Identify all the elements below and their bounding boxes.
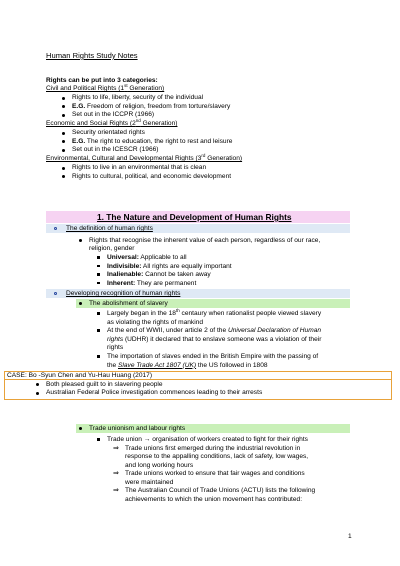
case-item: Both pleased guilt to in slavering people bbox=[46, 380, 163, 388]
circle-bullet bbox=[54, 292, 57, 295]
trade-text-line: Trade union → organisation of workers created to fight for their rights bbox=[107, 436, 308, 443]
document-title: Human Rights Study Notes bbox=[46, 51, 138, 60]
trade-text-line: and long working hours bbox=[125, 461, 194, 469]
property-item: Inalienable: Cannot be taken away bbox=[107, 271, 211, 278]
case-title: CASE: Bo -Syun Chen and Yu-Hau Huang (2017) bbox=[7, 371, 153, 379]
trade-title: Trade unionism and labour rights bbox=[89, 425, 186, 432]
section-heading: 1. The Nature and Development of Human Rights bbox=[97, 212, 292, 222]
page-number: 1 bbox=[348, 533, 352, 540]
trade-text-line: Trade unions first emerged during the industrial revolution in bbox=[125, 444, 301, 452]
list-item: Set out in the ICESCR (1966) bbox=[72, 146, 159, 153]
property-item: Indivisible: All rights are equally important bbox=[107, 262, 232, 270]
trade-text-line: Trade unions worked to ensure that fair wages and conditions bbox=[125, 470, 305, 477]
slavery-text-line: Largely began in the 18th centaury when rationalist people viewed slavery bbox=[107, 308, 322, 317]
development-title: Developing recognition of human rights bbox=[66, 290, 181, 297]
bullet bbox=[62, 149, 65, 152]
property-item: Inherent: They are permanent bbox=[107, 279, 197, 287]
definition-title: The definition of human rights bbox=[66, 225, 153, 232]
square-bullet bbox=[97, 282, 100, 285]
list-item: E.G. The right to education, the right to rest and leisure bbox=[72, 137, 233, 145]
bullet bbox=[62, 140, 65, 143]
bullet bbox=[79, 427, 82, 430]
category-2-title: Economic and Social Rights (2nd Generation) bbox=[46, 118, 178, 127]
bullet bbox=[62, 175, 65, 178]
trade-text-line: were maintained bbox=[125, 478, 174, 486]
circle-bullet bbox=[54, 227, 57, 230]
trade-text-line: The Australian Council of Trade Unions (ACTU) lists the following bbox=[125, 487, 316, 494]
slavery-text-line: rights (UDHR) it declared that to enslave someone was a violation of their bbox=[107, 335, 322, 343]
slavery-text-line: as violating the rights of mankind bbox=[107, 318, 204, 326]
bullet bbox=[62, 97, 65, 100]
square-bullet bbox=[97, 256, 100, 259]
square-bullet bbox=[97, 265, 100, 268]
list-item: E.G. Freedom of religion, freedom from torture/slavery bbox=[72, 102, 231, 110]
square-bullet bbox=[97, 355, 100, 358]
categories-heading: Rights can be put into 3 categories: bbox=[46, 77, 158, 84]
square-bullet bbox=[97, 438, 100, 441]
arrow-bullet-icon: ⇒ bbox=[113, 487, 119, 494]
slavery-text-line: At the end of WWII, under article 2 of the Universal Declaration of Human bbox=[107, 327, 322, 334]
square-bullet bbox=[97, 273, 100, 276]
square-bullet bbox=[97, 312, 100, 315]
list-item: Rights to live in an environmental that is clean bbox=[72, 164, 207, 171]
list-item: Rights to life, liberty, security of the individual bbox=[72, 94, 204, 101]
category-3-title: Environmental, Cultural and Developmental Rights (3rd Generation) bbox=[46, 153, 243, 162]
arrow-bullet-icon: ⇒ bbox=[113, 444, 119, 452]
category-1-title: Civil and Political Rights (1st Generation) bbox=[46, 83, 165, 92]
slavery-title: The abolishment of slavery bbox=[89, 300, 168, 307]
bullet bbox=[62, 167, 65, 170]
square-bullet bbox=[97, 329, 100, 332]
trade-text-line: achievements to which the union movement has contributed: bbox=[125, 495, 303, 503]
case-item: Australian Federal Police investigation commences leading to their arrests bbox=[46, 389, 263, 396]
trade-text-line: response to the appalling conditions, lack of safety, low wages, bbox=[125, 453, 309, 460]
definition-text-line: Rights that recognise the inherent value of each person, regardless of our race, bbox=[89, 236, 321, 244]
bullet bbox=[62, 114, 65, 117]
list-item: Rights to cultural, political, and economic development bbox=[72, 172, 232, 180]
list-item: Set out in the ICCPR (1966) bbox=[72, 111, 155, 118]
property-item: Universal: Applicable to all bbox=[107, 254, 187, 261]
bullet bbox=[79, 302, 82, 305]
slavery-text-line: The importation of slaves ended in the British Empire with the passing of bbox=[107, 353, 319, 360]
definition-text-line: religion, gender bbox=[89, 245, 135, 252]
slavery-text-line: the Slave Trade Act 1807 (UK) the US followed in 1808 bbox=[107, 361, 268, 369]
bullet bbox=[36, 383, 39, 386]
list-item: Security orientated rights bbox=[72, 129, 145, 136]
slavery-text-line: rights bbox=[107, 344, 124, 351]
bullet bbox=[79, 239, 82, 242]
bullet bbox=[62, 105, 65, 108]
arrow-bullet-icon: ⇒ bbox=[113, 470, 119, 477]
bullet bbox=[36, 392, 39, 395]
bullet bbox=[62, 132, 65, 135]
